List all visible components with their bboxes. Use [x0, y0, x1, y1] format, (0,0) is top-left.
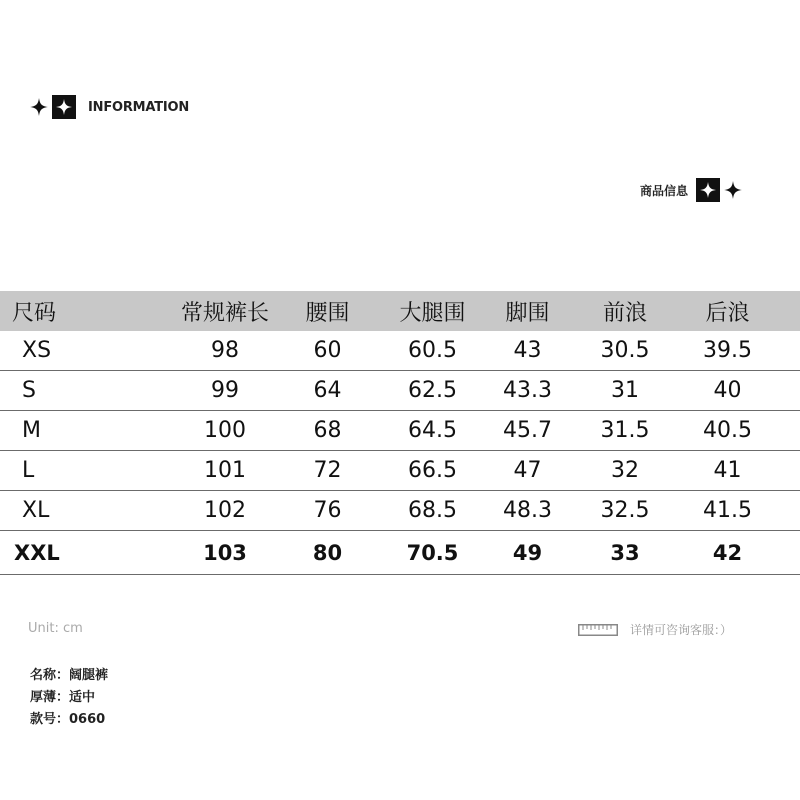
- table-cell: 42: [712, 540, 743, 565]
- table-cell: 76: [313, 498, 342, 523]
- table-cell: 100: [204, 418, 246, 443]
- product-thickness: [30, 687, 108, 709]
- table-cell: 49: [512, 540, 543, 565]
- table-cell: 30.5: [600, 338, 650, 363]
- unit-label: Unit: cm: [28, 621, 83, 636]
- table-cell: 68: [313, 418, 342, 443]
- product-model-value: 0660: [69, 712, 106, 727]
- table-cell: 31: [611, 378, 639, 403]
- sparkle-icon: [30, 98, 48, 116]
- product-model-label: 款号：: [30, 712, 70, 727]
- column-header: 腰围: [305, 300, 350, 326]
- product-name: [30, 665, 108, 687]
- table-cell: 45.7: [503, 418, 552, 443]
- table-cell: 40.5: [703, 418, 752, 443]
- consult-note: [578, 621, 732, 638]
- table-cell: 64.5: [408, 418, 457, 443]
- product-thickness-label: 厚薄：: [30, 690, 70, 705]
- table-cell: 39.5: [703, 338, 752, 363]
- table-row: [0, 331, 800, 371]
- consult-text: 详情可咨询客服：）: [629, 623, 732, 637]
- ruler-icon: [578, 624, 618, 636]
- column-header: 尺码: [12, 300, 57, 326]
- table-row: [0, 411, 800, 451]
- product-details: [30, 665, 108, 731]
- column-header: 后浪: [705, 300, 750, 326]
- table-cell: M: [22, 418, 41, 443]
- information-header: [30, 95, 189, 119]
- size-table: [0, 291, 800, 575]
- table-cell: 32: [611, 458, 639, 483]
- table-cell: 40: [713, 378, 742, 403]
- column-header: 常规裤长: [180, 300, 269, 326]
- table-cell: 102: [204, 498, 246, 523]
- table-cell: 80: [312, 540, 343, 565]
- column-header: 前浪: [602, 300, 647, 326]
- table-cell: 48.3: [503, 498, 552, 523]
- table-cell: L: [22, 458, 35, 483]
- table-cell: 41.5: [703, 498, 752, 523]
- table-header-row: [0, 291, 800, 331]
- table-cell: 43.3: [503, 378, 552, 403]
- table-cell: 62.5: [408, 378, 457, 403]
- table-cell: S: [22, 378, 36, 403]
- table-cell: 60.5: [408, 338, 457, 363]
- table-cell: 60: [313, 338, 342, 363]
- table-cell: 66.5: [408, 458, 457, 483]
- table-cell: 68.5: [408, 498, 457, 523]
- table-row: [0, 491, 800, 531]
- sparkle-box-icon: [696, 178, 720, 202]
- product-thickness-value: 适中: [69, 690, 96, 705]
- sparkle-icon: [724, 181, 742, 199]
- table-cell: 99: [211, 378, 239, 403]
- table-cell: 41: [713, 458, 742, 483]
- table-cell: XXL: [14, 540, 60, 565]
- table-cell: 33: [610, 540, 640, 565]
- table-row: [0, 531, 800, 575]
- table-cell: 43: [513, 338, 542, 363]
- table-cell: 47: [513, 458, 542, 483]
- table-cell: XS: [22, 338, 52, 363]
- information-label: INFORMATION: [88, 99, 190, 115]
- table-cell: 64: [313, 378, 342, 403]
- table-cell: 98: [211, 338, 239, 363]
- table-row: [0, 451, 800, 491]
- product-name-value: 阔腿裤: [69, 668, 109, 683]
- table-cell: 103: [203, 540, 247, 565]
- product-info-header: [640, 178, 742, 202]
- table-cell: 70.5: [406, 540, 459, 565]
- product-model: [30, 709, 108, 731]
- table-cell: XL: [22, 498, 50, 523]
- product-name-label: 名称：: [30, 668, 70, 683]
- table-cell: 72: [313, 458, 342, 483]
- product-info-label: 商品信息: [639, 183, 688, 198]
- table-cell: 32.5: [600, 498, 650, 523]
- column-header: 大腿围: [399, 300, 466, 326]
- column-header: 脚围: [505, 300, 550, 326]
- table-cell: 101: [204, 458, 246, 483]
- table-cell: 31.5: [600, 418, 650, 443]
- sparkle-box-icon: [52, 95, 76, 119]
- table-row: [0, 371, 800, 411]
